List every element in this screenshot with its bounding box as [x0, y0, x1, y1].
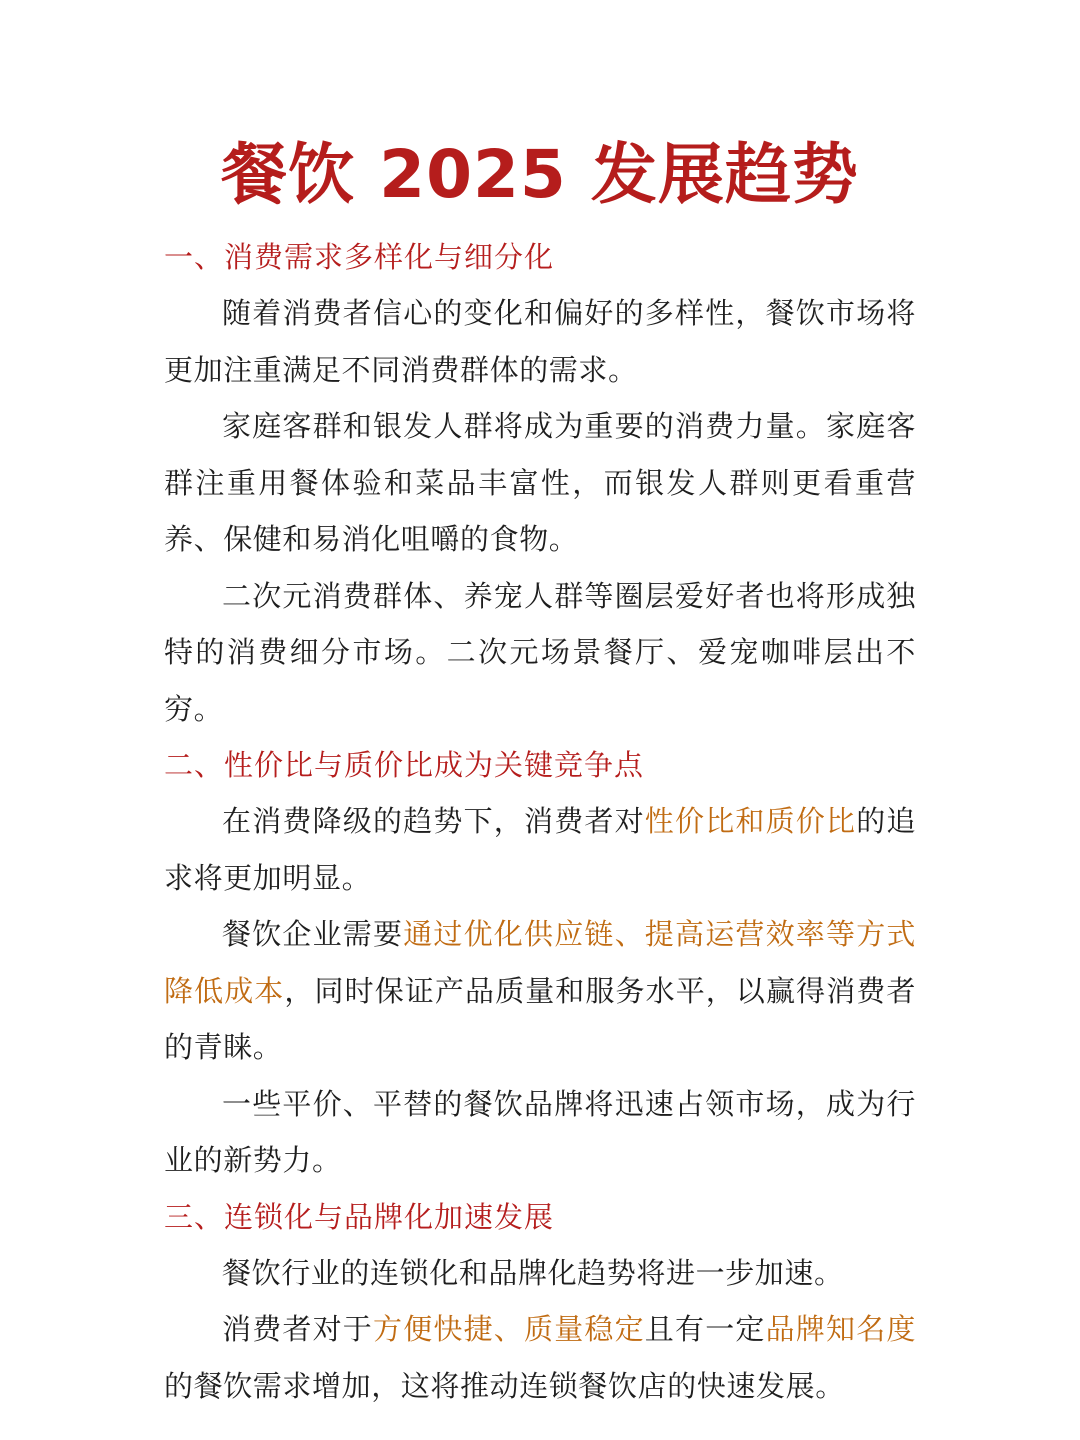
section-heading-1: 一、消费需求多样化与细分化: [164, 240, 555, 274]
paragraph: 二次元消费群体、养宠人群等圈层爱好者也将形成独特的消费细分市场。二次元场景餐厅、爱宠咖啡层出不穷。: [164, 578, 916, 726]
highlighted-text: 方便快捷、质量稳定: [373, 1312, 645, 1346]
paragraph-text: 的追求将更加明显。: [164, 804, 917, 895]
document-body: [164, 229, 916, 1414]
paragraph-text: 消费者对于: [222, 1312, 373, 1346]
paragraph-text: ，同时保证产品质量和服务水平，以赢得消费者的青睐。: [164, 973, 916, 1064]
page-title: 餐饮 2025 发展趋势: [221, 136, 859, 214]
paragraph-text: 的餐饮需求增加，这将推动连锁餐饮店的快速发展。: [164, 1368, 845, 1403]
paragraph: [164, 906, 916, 1076]
paragraph: 餐饮行业的连锁化和品牌化趋势将进一步加速。: [222, 1255, 844, 1290]
paragraph: [164, 1301, 916, 1414]
paragraph: 随着消费者信心的变化和偏好的多样性，餐饮市场将更加注重满足不同消费群体的需求。: [164, 296, 916, 387]
paragraph-text: 在消费降级的趋势下，消费者对: [222, 804, 645, 838]
section-heading-2: 二、性价比与质价比成为关键竞争点: [164, 748, 645, 782]
section-heading-3: 三、连锁化与品牌化加速发展: [164, 1199, 555, 1234]
paragraph-text: 且有一定: [644, 1312, 766, 1346]
paragraph: 家庭客群和银发人群将成为重要的消费力量。家庭客群注重用餐体验和菜品丰富性，而银发人群则更看重营养、保健和易消化咀嚼的食物。: [164, 409, 916, 556]
highlighted-text: 品牌知名度: [765, 1312, 916, 1346]
highlighted-text: 性价比和质价比: [644, 804, 857, 838]
paragraph: 一些平价、平替的餐饮品牌将迅速占领市场，成为行业的新势力。: [164, 1086, 916, 1177]
paragraph-text: 餐饮企业需要: [222, 917, 404, 951]
highlighted-text: 通过优化供应链、提高运营效率等方式降低成本: [164, 917, 916, 1008]
paragraph: [164, 793, 916, 906]
